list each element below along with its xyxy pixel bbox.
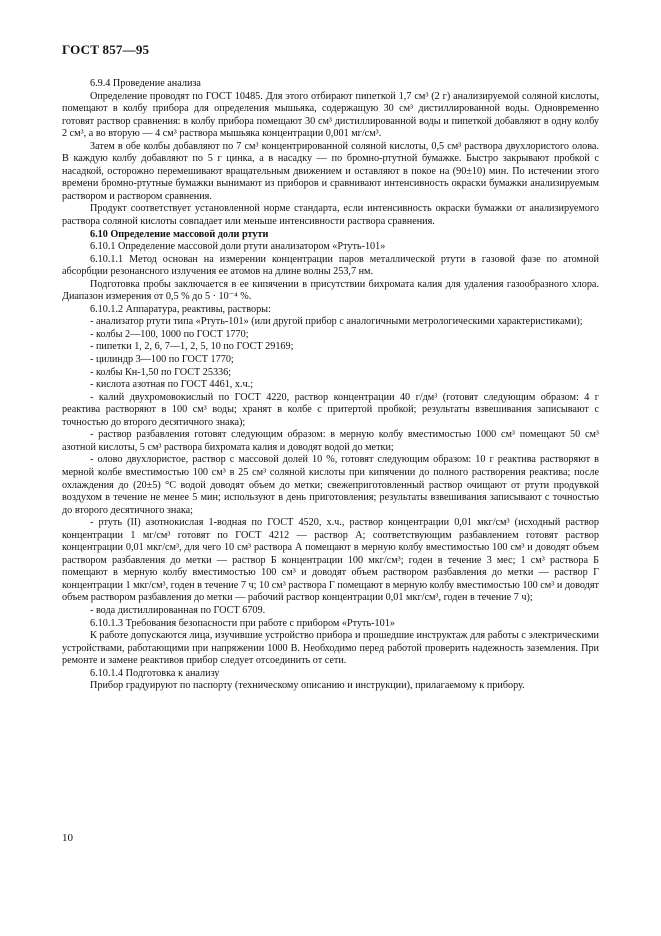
paragraph: Определение проводят по ГОСТ 10485. Для этого отбирают пипеткой 1,7 см³ (2 г) анализируемой соляной кислоты, помещают в колбу прибора для определения мышьяка, содержащую 30 см³ дистиллированной воды. Одновременно готовят раствор сравнения: в колбу прибора помещают 30 см³ дистиллированной воды и пипеткой добавляют в одну колбу 2 см³, а во вторую — 4 см³ раствора мышьяка концентрации 0,001 мг/см³. [62, 90, 599, 140]
list-item: - олово двухлористое, раствор с массовой долей 10 %, готовят следующим образом: 10 г реактива растворяют в мерной колбе вместимостью 100 см³ в 25 см³ соляной кислоты при кипячении до полного растворения реактива; после охлаждения до (20±5) °С водой доводят объем до метки; свежеприготовленный раствор очищают от ртути продувкой воздухом в течение не менее 5 мин; используют в день приготовления; результаты взвешивания записывают с точностью до второго десятичного знака; [62, 454, 599, 516]
list-item: - раствор разбавления готовят следующим образом: в мерную колбу вместимостью 1000 см³ помещают 50 см³ азотной кислоты, 5 см³ раствора бихромата калия и доводят водой до метки; [62, 429, 599, 453]
paragraph: Продукт соответствует установленной норме стандарта, если интенсивность окраски бумажки от анализируемого раствора соляной кислоты совпадает или меньше интенсивности раствора сравнения. [62, 203, 599, 228]
paragraph: Прибор градуируют по паспорту (техническому описанию и инструкции), прилагаемому к прибору. [90, 680, 525, 692]
paragraph: К работе допускаются лица, изучившие устройство прибора и прошедшие инструктаж для работы с электрическими устройствами, работающими при напряжении 1000 В. Необходимо перед работой проверить надежность заземления. При ремонте и замене реактивов прибор следует отсоединить от сети. [62, 630, 599, 667]
section-heading-6-10: 6.10 Определение массовой доли ртути [90, 228, 269, 240]
list-item: - калий двухромовокислый по ГОСТ 4220, раствор концентрации 40 г/дм³ (готовят следующим образом: 4 г реактива растворяют в 100 см³ воды; хранят в колбе с притертой пробкой; результаты взвешивания записывают с точностью до второго десятичного знака); [62, 391, 599, 428]
list-item: - цилиндр 3—100 по ГОСТ 1770; [90, 354, 234, 366]
section-heading-6-10-1-2: 6.10.1.2 Аппаратура, реактивы, растворы: [90, 303, 271, 315]
list-item: - вода дистиллированная по ГОСТ 6709. [90, 604, 266, 616]
paragraph: Затем в обе колбы добавляют по 7 см³ концентрированной соляной кислоты, 0,5 см³ раствора двухлористого олова. В каждую колбу добавляют по 5 г цинка, а в насадку — по бромно-ртутной бумажке. Быстро закрывают пробкой с насадкой, осторожно перемешивают вращательным движением и оставляют в покое на (90±10) мин. По истечении этого времени бромно-ртутные бумажки вынимают из приборов и сравнивают интенсивность окраски бумажки анализируемым раствором и раствором сравнения. [62, 140, 599, 202]
list-item: - колбы Кн-1,50 по ГОСТ 25336; [90, 366, 232, 378]
section-heading-6-10-1: 6.10.1 Определение массовой доли ртути анализатором «Ртуть-101» [90, 241, 386, 253]
page-number: 10 [62, 832, 73, 844]
list-item: - пипетки 1, 2, 6, 7—1, 2, 5, 10 по ГОСТ 29169; [90, 341, 294, 353]
list-item: - ртуть (II) азотнокислая 1-водная по ГОСТ 4520, х.ч., раствор концентрации 0,01 мкг/см³ (исходный раствор концентрации 1 мг/см³ готовят по ГОСТ 4212 — раствор А; соответствующим разбавлением готовят раствор концентрации 0,01 мкг/см³, для чего 10 см³ раствора А помещают в мерную колбу вместимостью 100 см³ и доводят объем раствором разбавления до метки — раствор Б концентрации 100 мкг/см³; годен в течение 3 мес; 1 см³ раствора Б помещают в мерную колбу вместимостью 100 см³ и доводят объем раствором разбавления до метки — раствор Г концентрации 1 мкг/см³, годен в течение 7 ч; 10 см³ раствора Г помещают в мерную колбу вместимостью 100 см³ и доводят объем раствором разбавления до метки — рабочий раствор концентрации 0,01 мкг/см³, годен в течение 7 ч); [62, 517, 599, 604]
document-header: ГОСТ 857—95 [62, 42, 150, 57]
paragraph: Подготовка пробы заключается в ее кипячении в присутствии бихромата калия для удаления газообразного хлора. Диапазон измерения от 0,5 % до 5 · 10⁻⁴ %. [62, 278, 599, 303]
paragraph: 6.10.1.1 Метод основан на измерении концентрации паров металлической ртути в газовой фазе по атомной абсорбции резонансного излучения ее атомов на длине волны 253,7 нм. [62, 253, 599, 278]
section-heading-6-10-1-3: 6.10.1.3 Требования безопасности при работе с прибором «Ртуть-101» [90, 617, 395, 629]
document-body [62, 78, 599, 693]
section-heading-6-10-1-4: 6.10.1.4 Подготовка к анализу [90, 667, 220, 679]
list-item: - колбы 2—100, 1000 по ГОСТ 1770; [90, 328, 249, 340]
list-item: - кислота азотная по ГОСТ 4461, х.ч.; [90, 379, 254, 391]
list-item: - анализатор ртути типа «Ртуть-101» (или другой прибор с аналогичными метрологическими характеристиками); [90, 316, 583, 328]
section-heading-6-9-4: 6.9.4 Проведение анализа [90, 78, 201, 89]
